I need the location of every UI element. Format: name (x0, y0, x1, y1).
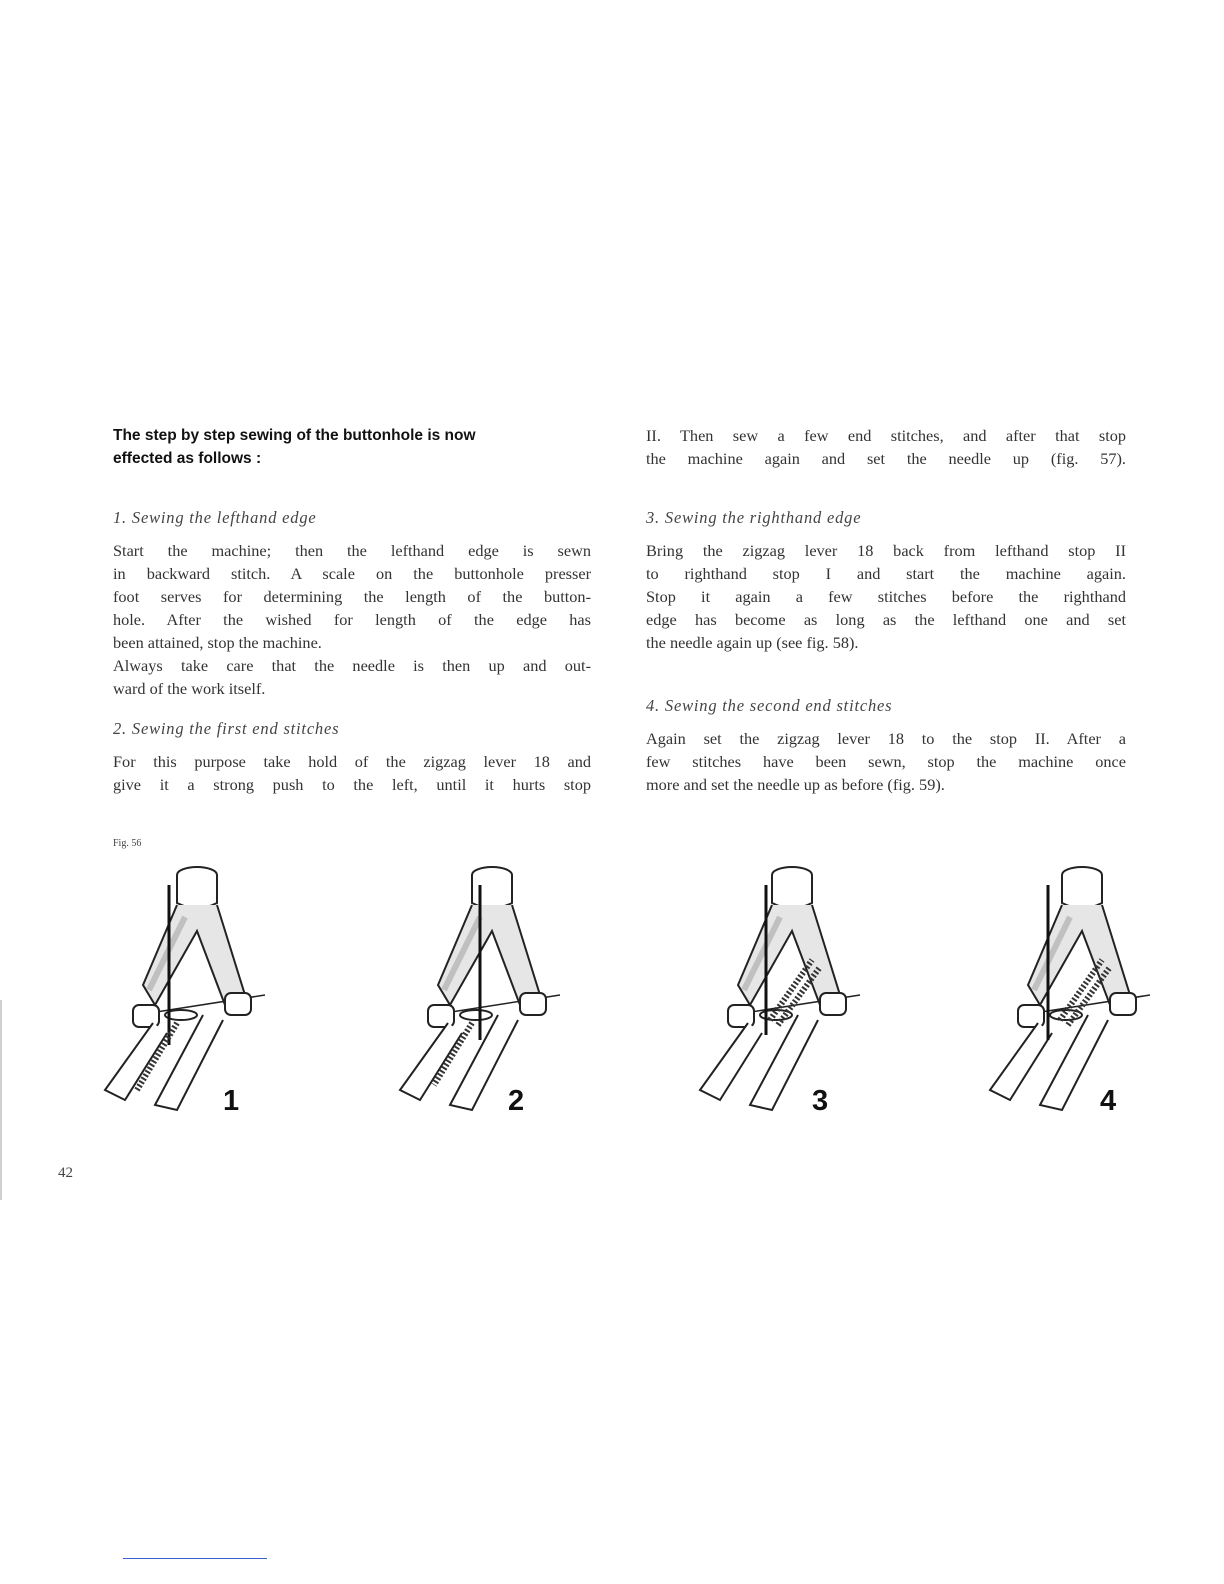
section-1-body (113, 539, 591, 700)
intro-line-2: effected as follows : (113, 450, 262, 467)
presser-foot-drawing (680, 855, 860, 1120)
presser-foot-illustration-2 (380, 855, 560, 1120)
figure-number-1: 1 (223, 1085, 240, 1117)
presser-foot-drawing (380, 855, 560, 1120)
figure-number-4: 4 (1100, 1085, 1117, 1117)
text-line: Start the machine; then the lefthand edge is sewn (113, 541, 591, 560)
text-line: For this purpose take hold of the zigzag lever 18 and (113, 752, 591, 771)
figure-row (80, 855, 1160, 1125)
section-3-heading: 3. Sewing the righthand edge (646, 508, 862, 527)
text-line: edge has become as long as the lefthand one and set (646, 610, 1126, 629)
text-line: in backward stitch. A scale on the buttonhole presser (113, 564, 591, 583)
text-line: II. Then sew a few end stitches, and after that stop (646, 426, 1126, 445)
text-line: been attained, stop the machine. (113, 633, 322, 652)
presser-foot-illustration-3 (680, 855, 860, 1120)
section-2-body-b (646, 424, 1126, 470)
text-line: the needle again up (see fig. 58). (646, 633, 859, 652)
text-line: foot serves for determining the length of the button- (113, 587, 591, 606)
section-3-body (646, 539, 1126, 654)
intro-line-1: The step by step sewing of the buttonhole is now (113, 427, 476, 444)
section-1-heading: 1. Sewing the lefthand edge (113, 508, 317, 527)
bottom-rule (123, 1558, 267, 1559)
text-line: Stop it again a few stitches before the righthand (646, 587, 1126, 606)
scan-edge-line (0, 1000, 2, 1200)
text-line: the machine again and set the needle up (fig. 57). (646, 449, 1126, 468)
text-line: Again set the zigzag lever 18 to the stop II. After a (646, 729, 1126, 748)
text-line: few stitches have been sewn, stop the machine once (646, 752, 1126, 771)
presser-foot-illustration-4 (970, 855, 1150, 1120)
text-line: hole. After the wished for length of the edge has (113, 610, 591, 629)
section-2-body-a (113, 750, 591, 796)
text-line: give it a strong push to the left, until it hurts stop (113, 775, 591, 794)
section-4-body (646, 727, 1126, 796)
text-line: Always take care that the needle is then up and out- (113, 656, 591, 675)
text-line: Bring the zigzag lever 18 back from lefthand stop II (646, 541, 1126, 560)
figure-number-3: 3 (812, 1085, 829, 1117)
intro-heading (113, 424, 583, 470)
text-line: more and set the needle up as before (fig. 59). (646, 775, 945, 794)
text-line: to righthand stop I and start the machine again. (646, 564, 1126, 583)
figure-caption: Fig. 56 (113, 838, 142, 849)
presser-foot-drawing (970, 855, 1150, 1120)
page-number: 42 (58, 1165, 73, 1181)
presser-foot-drawing (85, 855, 265, 1120)
section-2-heading: 2. Sewing the first end stitches (113, 719, 340, 738)
text-line: ward of the work itself. (113, 679, 266, 698)
figure-number-2: 2 (508, 1085, 525, 1117)
presser-foot-illustration-1 (85, 855, 265, 1120)
section-4-heading: 4. Sewing the second end stitches (646, 696, 893, 715)
